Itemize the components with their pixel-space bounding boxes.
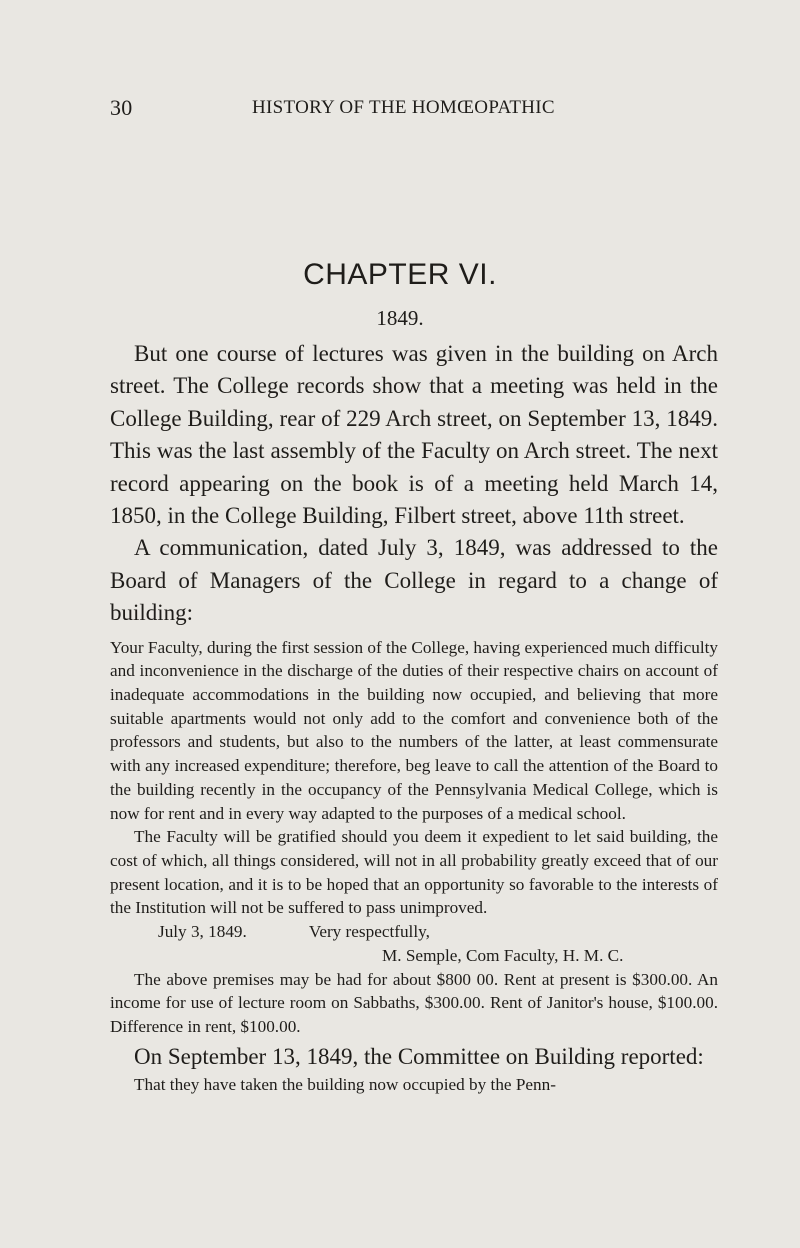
- letter-date-line: [110, 920, 718, 944]
- year-heading: 1849.: [376, 306, 424, 330]
- paragraph: But one course of lectures was given in the building on Arch street. The College records show that a meeting was held in the College Building, rear of 229 Arch street, on September 13, 1849. This was the last assembly of the Faculty on Arch street. The next record appearing on the book is of a meeting held March 14, 1850, in the College Building, Filbert street, above 11th street.: [110, 341, 718, 529]
- letter-closing: Very respectfully,: [308, 922, 430, 942]
- rent-note: The above premises may be had for about $800 00. Rent at present is $300.00. An income for use of lecture room on Sabbaths, $300.00. Rent of Janitor's house, $100.00. Difference in rent, $100.00.: [110, 969, 718, 1036]
- paragraph: On September 13, 1849, the Committee on Building reported:: [134, 1043, 704, 1069]
- quoted-letter: [110, 636, 718, 1039]
- letter-paragraph: The Faculty will be gratified should you deem it expedient to let said building, the cost of which, all things considered, will not in all probability greatly exceed that of our present location, and it is to be hoped that an opportunity so favorable to the interests of the Institution will not be suffered to pass unimproved.: [110, 827, 718, 918]
- running-head: [110, 95, 718, 123]
- letter-date: July 3, 1849.: [158, 922, 247, 942]
- paragraph: A communication, dated July 3, 1849, was addressed to the Board of Managers of the College in regard to a change of building:: [110, 535, 718, 626]
- letter-paragraph: Your Faculty, during the first session of the College, having experienced much difficulty and inconvenience in the discharge of the duties of their respective chairs on account of inadequate accommodations in the building now occupied, and believing that more suitable apartments would not only add to the comfort and convenience both of the professors and students, but also to the numbers of the latter, at least commensurate with any increased expenditure; therefore, beg leave to call the attention of the Board to the building recently in the occupancy of the Pennsylvania Medical College, which is now for rent and in every way adapted to the purposes of a medical school.: [110, 637, 718, 823]
- body-text: [110, 338, 718, 1097]
- letter-paragraph: That they have taken the building now occupied by the Penn-: [134, 1075, 556, 1095]
- page-number: 30: [110, 95, 133, 120]
- running-title: HISTORY OF THE HOMŒOPATHIC: [252, 97, 555, 118]
- chapter-title: CHAPTER VI.: [303, 258, 497, 291]
- letter-signature: M. Semple, Com Faculty, H. M. C.: [382, 945, 624, 965]
